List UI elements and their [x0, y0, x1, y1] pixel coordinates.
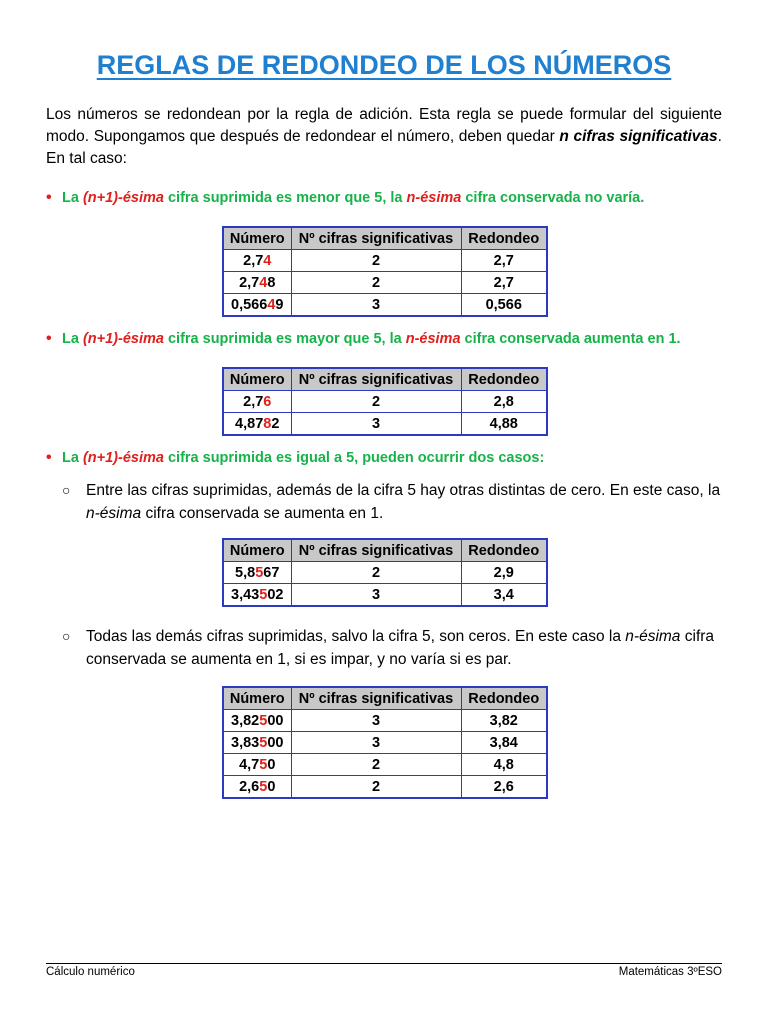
cifras-cell: 3: [291, 294, 461, 317]
numero-cell: 2,76: [223, 391, 291, 413]
cifras-cell: 2: [291, 562, 461, 584]
cifras-cell: 2: [291, 391, 461, 413]
bullet-icon: •: [46, 449, 52, 466]
redondeo-cell: 2,6: [461, 776, 547, 799]
numero-cell: 5,8567: [223, 562, 291, 584]
subcase-1: ○ Entre las cifras suprimidas, además de la cifra 5 hay otras distintas de cero. En este caso, la n-ésima cifra conservada se aumenta en 1.: [62, 479, 724, 525]
table-row: [223, 732, 547, 754]
redondeo-cell: 4,8: [461, 754, 547, 776]
cifras-cell: 2: [291, 272, 461, 294]
circle-bullet-icon: ○: [62, 482, 71, 498]
redondeo-cell: 3,82: [461, 710, 547, 732]
cifras-cell: 3: [291, 584, 461, 607]
redondeo-cell: 3,4: [461, 584, 547, 607]
table-row: [223, 776, 547, 799]
intro-paragraph: Los números se redondean por la regla de adición. Esta regla se puede formular del siguiente modo. Supongamos que después de redondear el número, deben quedar n cifras significativas. En tal caso:: [46, 106, 722, 167]
table-2: [222, 367, 548, 436]
header-numero: Número: [223, 539, 291, 562]
redondeo-cell: 2,7: [461, 250, 547, 272]
header-redondeo: Redondeo: [461, 368, 547, 391]
table-row: [223, 272, 547, 294]
table-row: [223, 294, 547, 317]
numero-cell: 3,82500: [223, 710, 291, 732]
table-row: [223, 413, 547, 436]
header-redondeo: Redondeo: [461, 227, 547, 250]
header-cifras: Nº cifras significativas: [291, 368, 461, 391]
table-1: [222, 226, 548, 317]
cifras-cell: 2: [291, 754, 461, 776]
header-redondeo: Redondeo: [461, 687, 547, 710]
cifras-cell: 2: [291, 776, 461, 799]
cifras-cell: 3: [291, 413, 461, 436]
redondeo-cell: 4,88: [461, 413, 547, 436]
footer-left: Cálculo numérico: [46, 966, 135, 978]
numero-cell: 2,650: [223, 776, 291, 799]
rule-3: • La (n+1)-ésima cifra suprimida es igual a 5, pueden ocurrir dos casos:: [46, 449, 545, 466]
footer-divider: [46, 963, 722, 964]
header-numero: Número: [223, 368, 291, 391]
numero-cell: 2,748: [223, 272, 291, 294]
bullet-icon: •: [46, 189, 52, 206]
rule-2: • La (n+1)-ésima cifra suprimida es mayor que 5, la n-ésima cifra conservada aumenta en 1.: [46, 330, 681, 347]
numero-cell: 4,8782: [223, 413, 291, 436]
redondeo-cell: 2,7: [461, 272, 547, 294]
table-row: [223, 250, 547, 272]
redondeo-cell: 3,84: [461, 732, 547, 754]
table-row: [223, 562, 547, 584]
numero-cell: 4,750: [223, 754, 291, 776]
redondeo-cell: 2,9: [461, 562, 547, 584]
numero-cell: 2,74: [223, 250, 291, 272]
table-row: [223, 391, 547, 413]
page-title: REGLAS DE REDONDEO DE LOS NÚMEROS: [96, 50, 672, 80]
numero-cell: 0,56649: [223, 294, 291, 317]
header-cifras: Nº cifras significativas: [291, 687, 461, 710]
redondeo-cell: 2,8: [461, 391, 547, 413]
header-numero: Número: [223, 687, 291, 710]
table-row: [223, 754, 547, 776]
header-cifras: Nº cifras significativas: [291, 227, 461, 250]
cifras-cell: 3: [291, 732, 461, 754]
numero-cell: 3,43502: [223, 584, 291, 607]
header-numero: Número: [223, 227, 291, 250]
table-3: [222, 538, 548, 607]
subcase-2: ○ Todas las demás cifras suprimidas, salvo la cifra 5, son ceros. En este caso la n-ésima cifra conservada se aumenta en 1, si es impar, y no varía si es par.: [62, 625, 724, 671]
table-4: [222, 686, 548, 799]
table-row: [223, 584, 547, 607]
numero-cell: 3,83500: [223, 732, 291, 754]
bullet-icon: •: [46, 330, 52, 347]
rule-1: • La (n+1)-ésima cifra suprimida es menor que 5, la n-ésima cifra conservada no varía.: [46, 189, 645, 206]
cifras-cell: 2: [291, 250, 461, 272]
cifras-cell: 3: [291, 710, 461, 732]
header-cifras: Nº cifras significativas: [291, 539, 461, 562]
footer-right: Matemáticas 3ºESO: [618, 966, 722, 978]
table-row: [223, 710, 547, 732]
redondeo-cell: 0,566: [461, 294, 547, 317]
circle-bullet-icon: ○: [62, 628, 71, 644]
header-redondeo: Redondeo: [461, 539, 547, 562]
